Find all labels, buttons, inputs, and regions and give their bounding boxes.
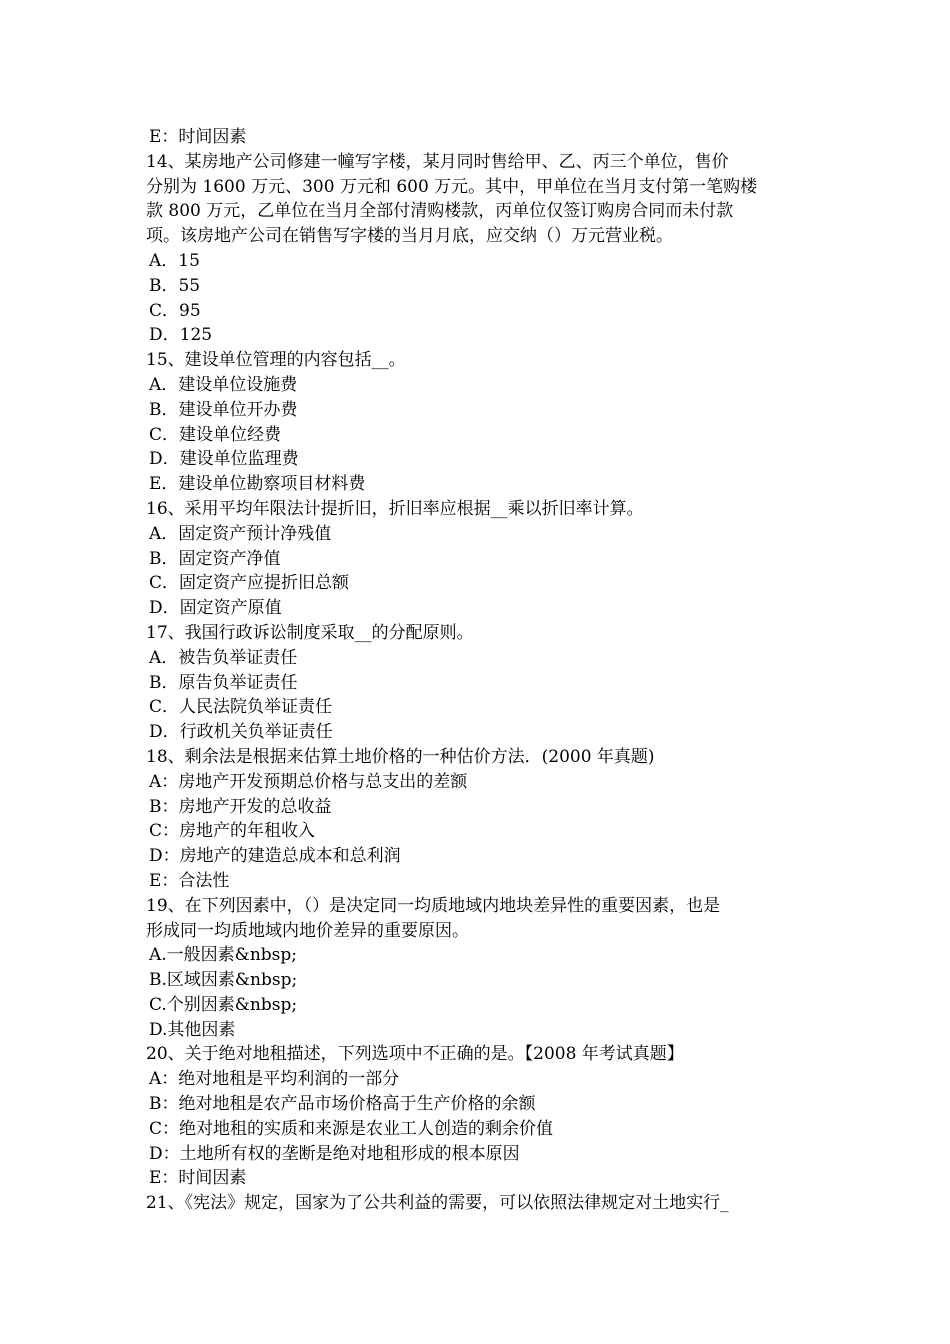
answer-option-line: C.个别因素&nbsp; <box>149 994 298 1015</box>
answer-option-line: C：房地产的年租收入 <box>149 821 316 842</box>
answer-option-line: B．固定资产净值 <box>149 548 281 569</box>
answer-option-line: A.一般因素&nbsp; <box>149 945 297 966</box>
answer-option-line: A．被告负举证责任 <box>149 647 298 668</box>
question-text-line: 21、《宪法》规定，国家为了公共利益的需要，可以依照法律规定对土地实行_ <box>146 1193 729 1214</box>
answer-option-line: A．建设单位设施费 <box>149 374 298 395</box>
answer-option-line: D：房地产的建造总成本和总利润 <box>149 846 401 867</box>
answer-option-line: D．行政机关负举证责任 <box>149 722 333 743</box>
answer-option-line: B：绝对地租是农产品市场价格高于生产价格的余额 <box>149 1094 536 1115</box>
answer-option-line: D.其他因素 <box>149 1019 236 1040</box>
answer-option-line: D．固定资产原值 <box>149 598 282 619</box>
answer-option-line: E：时间因素 <box>149 127 247 147</box>
question-text-line: 15、建设单位管理的内容包括__。 <box>146 350 406 371</box>
question-text-line: 20、关于绝对地租描述，下列选项中不正确的是。【2008 年考试真题】 <box>146 1044 684 1065</box>
document-body <box>146 125 808 1216</box>
answer-option-line: B．建设单位开办费 <box>149 399 298 420</box>
question-text-line: 16、采用平均年限法计提折旧，折旧率应根据__乘以折旧率计算。 <box>146 498 644 519</box>
answer-option-line: A：房地产开发预期总价格与总支出的差额 <box>149 771 468 792</box>
answer-option-line: A．15 <box>149 250 200 271</box>
question-text-line: 18、剩余法是根据来估算土地价格的一种估价方法．(2000 年真题) <box>146 746 655 767</box>
question-text-line: 款 800 万元，乙单位在当月全部付清购楼款，丙单位仅签订购房合同而未付款 <box>146 201 734 222</box>
answer-option-line: E：合法性 <box>149 870 230 891</box>
answer-option-line: C：绝对地租的实质和来源是农业工人创造的剩余价值 <box>149 1118 554 1139</box>
question-text-line: 形成同一均质地域内地价差异的重要原因。 <box>146 920 469 941</box>
answer-option-line: D．建设单位监理费 <box>149 449 299 470</box>
answer-option-line: C．固定资产应提折旧总额 <box>149 573 350 594</box>
question-text-line: 项。该房地产公司在销售写字楼的当月月底，应交纳（）万元营业税。 <box>146 226 673 247</box>
answer-option-line: E．建设单位勘察项目材料费 <box>149 474 366 495</box>
answer-option-line: C．95 <box>149 300 201 321</box>
question-text-line: 14、某房地产公司修建一幢写字楼，某月同时售给甲、乙、丙三个单位，售价 <box>146 151 729 172</box>
answer-option-line: D．125 <box>149 325 213 346</box>
answer-option-line: C．建设单位经费 <box>149 424 282 445</box>
answer-option-line: B．55 <box>149 275 201 296</box>
answer-option-line: A．固定资产预计净残值 <box>149 523 332 544</box>
question-text-line: 19、在下列因素中，（）是决定同一均质地域内地块差异性的重要因素，也是 <box>146 895 721 916</box>
answer-option-line: B：房地产开发的总收益 <box>149 796 332 817</box>
answer-option-line: D：土地所有权的垄断是绝对地租形成的根本原因 <box>149 1143 520 1164</box>
question-text-line: 17、我国行政诉讼制度采取__的分配原则。 <box>146 622 474 643</box>
question-text-line: 分别为 1600 万元、300 万元和 600 万元。其中，甲单位在当月支付第一笔购楼 <box>146 176 758 197</box>
answer-option-line: B．原告负举证责任 <box>149 672 298 693</box>
answer-option-line: A：绝对地租是平均利润的一部分 <box>149 1069 400 1090</box>
answer-option-line: C．人民法院负举证责任 <box>149 697 333 718</box>
answer-option-line: B.区域因素&nbsp; <box>149 970 298 991</box>
answer-option-line: E：时间因素 <box>149 1168 247 1189</box>
